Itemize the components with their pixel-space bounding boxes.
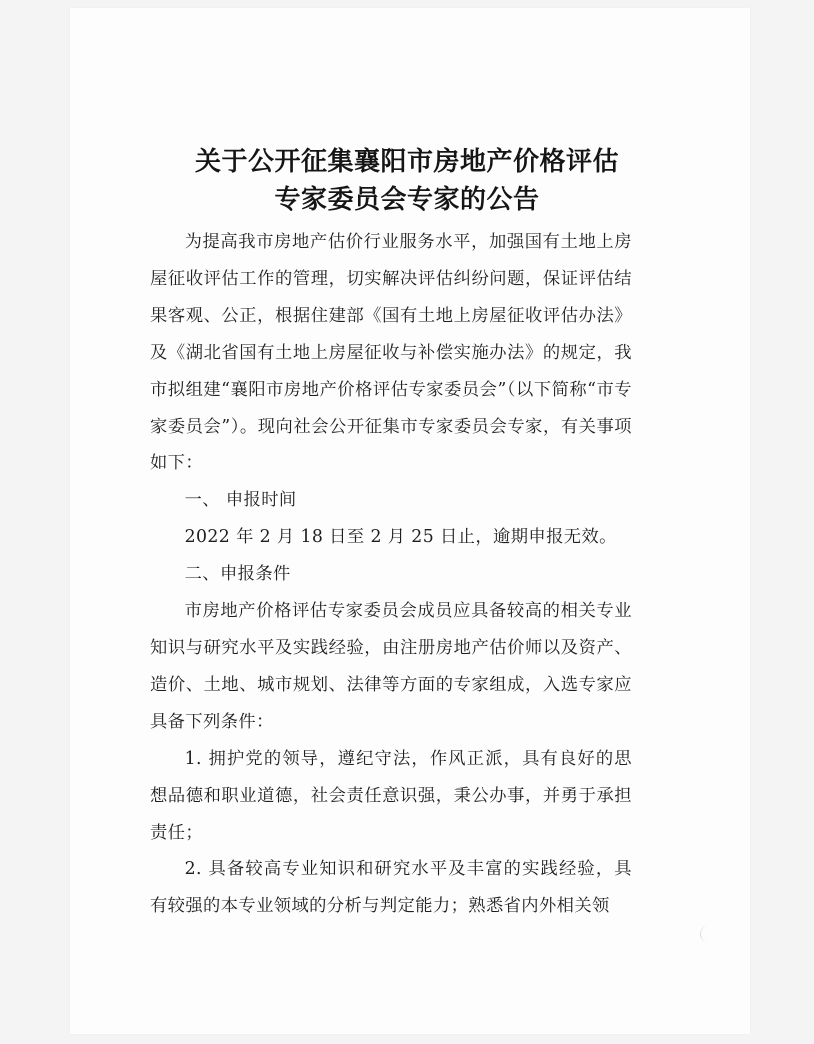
condition-item-2: 2. 具备较高专业知识和研究水平及丰富的实践经验，具有较强的本专业领域的分析与判定能力；熟悉省内外相关领 bbox=[150, 859, 632, 917]
section-heading-application-conditions: 二、申报条件 bbox=[184, 564, 291, 585]
document-title-line-2: 专家委员会专家的公告 bbox=[274, 185, 540, 215]
intro-paragraph: 为提高我市房地产估价行业服务水平，加强国有土地上房屋征收评估工作的管理，切实解决评估纠纷问题，保证评估结果客观、公正，根据住建部《国有土地上房屋征收评估办法》及《湖北省国有土地上房屋征收与补偿实施办法》的规定，我市拟组建“襄阳市房地产价格评估专家委员会”（以下简称“市专家委员会”）。现向社会公开征集市专家委员会专家，有关事项如下： bbox=[150, 232, 632, 474]
document-title-line-1: 关于公开征集襄阳市房地产价格评估 bbox=[194, 147, 619, 177]
scan-smudge bbox=[700, 926, 715, 942]
section-heading-application-time: 一、 申报时间 bbox=[184, 490, 297, 511]
application-time-paragraph: 2022 年 2 月 18 日至 2 月 25 日止，逾期申报无效。 bbox=[184, 527, 617, 548]
condition-item-1: 1. 拥护党的领导，遵纪守法，作风正派，具有良好的思想品德和职业道德，社会责任意识强，秉公办事，并勇于承担责任； bbox=[150, 748, 632, 843]
document-body bbox=[150, 224, 632, 925]
conditions-paragraph: 市房地产价格评估专家委员会成员应具备较高的相关专业知识与研究水平及实践经验，由注册房地产估价师以及资产、造价、土地、城市规划、法律等方面的专家组成，入选专家应具备下列条件： bbox=[150, 601, 632, 732]
